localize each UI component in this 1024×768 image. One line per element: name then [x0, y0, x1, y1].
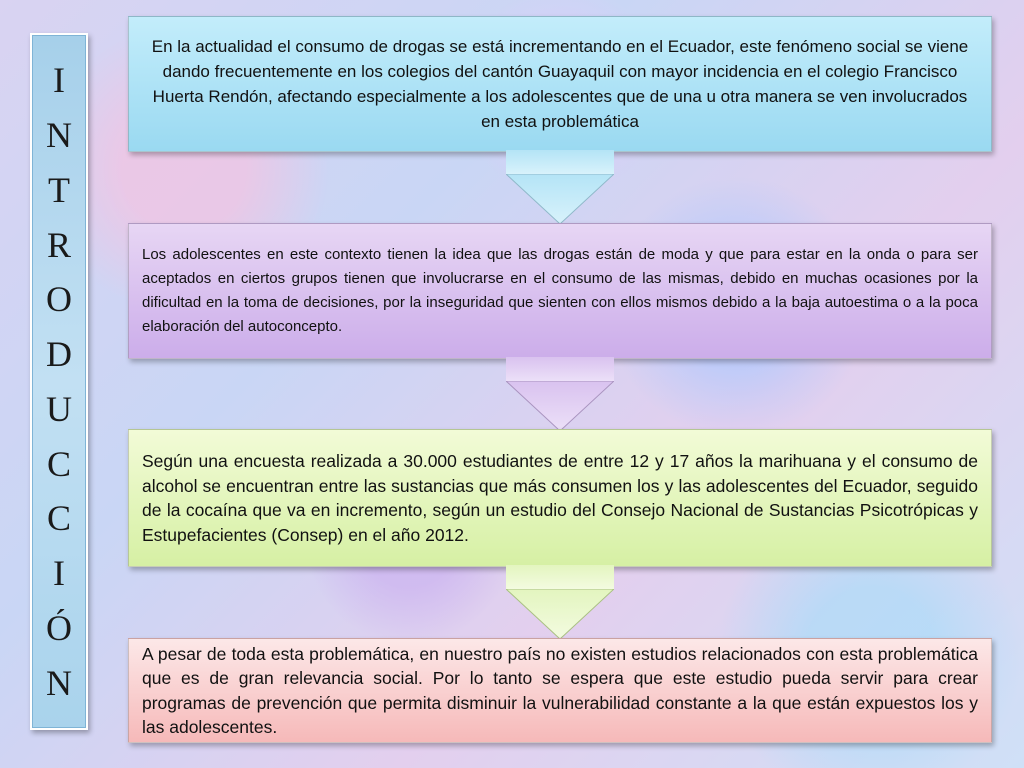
title-letter: I — [53, 60, 65, 101]
flow-box-1 — [128, 16, 992, 152]
flow-box-3 — [128, 429, 992, 567]
title-letter: C — [46, 498, 71, 539]
flow-box-3-text: Según una encuesta realizada a 30.000 estudiantes de entre 12 y 17 años la marihuana y el consumo de alcohol se encuentran entre las sustancias que más consumen los y las adolescentes del Ecuador, seguido de la cocaína que va en incremento, según un estudio del Consejo Nacional de Sustancias Psicotrópicas y Estupefacientes (Consep) en el año 2012. — [142, 451, 978, 545]
title-letter: U — [46, 388, 72, 429]
title-letter: R — [46, 224, 71, 265]
title-letter: T — [48, 169, 70, 210]
flow-box-1-text: En la actualidad el consumo de drogas se está incrementando en el Ecuador, este fenómeno social se viene dando frecuentemente en los colegios del cantón Guayaquil con mayor incidencia en el colegio Francisco Huerta Rendón, afectando especialmente a los adolescentes que de una u otra manera se ven involucrados en esta problemática — [151, 37, 969, 131]
title-letter: N — [46, 662, 72, 703]
flow-box-2 — [128, 223, 992, 359]
flow-box-2-text: Los adolescentes en este contexto tienen la idea que las drogas están de moda y que para estar en la onda o para ser aceptados en ciertos grupos tienen que involucrarse en el consumo de las mismas, debido en muchas ocasiones por la dificultad en la toma de decisiones, por la inseguridad que sienten con ellos mismos debido a la baja autoestima o a la poca elaboración del autoconcepto. — [142, 246, 978, 335]
introduccion-vertical-title — [30, 33, 88, 730]
flow-box-4-text: A pesar de toda esta problemática, en nuestro país no existen estudios relacionados con esta problemática que es de gran relevancia social. Por lo tanto se espera que este estudio pueda servir para crear programas de prevención que permita disminuir la vulnerabilidad constante a la que están expuestos los y las adolescentes. — [142, 643, 978, 737]
title-letter: D — [46, 334, 72, 375]
title-letter: O — [46, 279, 72, 320]
title-letter: Ó — [46, 607, 72, 648]
flow-box-4 — [128, 638, 992, 743]
down-arrow-1 — [506, 150, 614, 226]
title-letter: I — [53, 553, 65, 594]
title-letter: N — [46, 115, 72, 156]
down-arrow-3 — [506, 565, 614, 641]
title-letter: C — [46, 443, 71, 484]
down-arrow-2 — [506, 357, 614, 433]
